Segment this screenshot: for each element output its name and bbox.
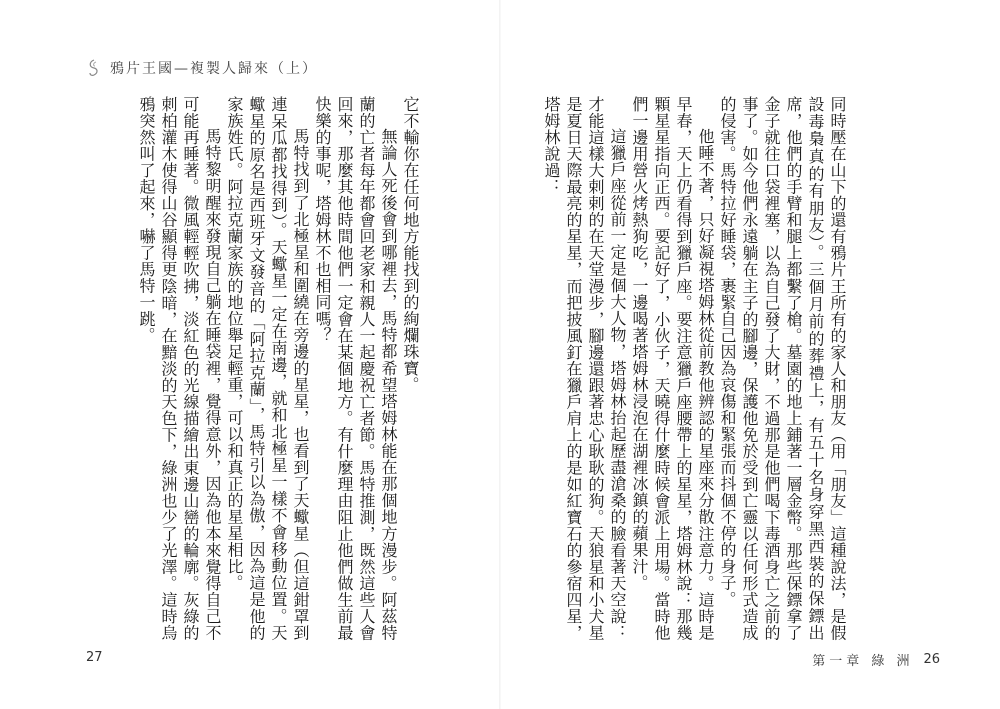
paragraph: 馬特黎明醒來發現自己躺在睡袋裡，覺得意外，因為他本來覺得自己不可能再睡著。微風輕輕吹拂，淡紅色的光線描繪出東邊山巒的輪廓。灰綠的刺柏灌木使得山谷顯得更陰暗，在黯淡的天色下，綠洲也少了光澤。這時烏鴉突然叫了起來，嚇了馬特一跳。	[137, 96, 222, 641]
paragraph: 馬特找到了北極星和圍繞在旁邊的星星，也看到了天蠍星（但這鉗罩到連呆瓜都找得到）。天蠍星一定在南邊，就和北極星一樣不會移動位置。天蠍星的原名是西班牙文發音的「阿拉克蘭」，馬特引以為傲，因為這是他的家族姓氏。阿拉克蘭家族的地位舉足輕重，可以和真正的星星相比。	[225, 96, 310, 641]
right-page-text	[476, 96, 848, 641]
paragraph: 它不輸你在任何地方能找到的絢爛珠寶。	[401, 96, 420, 393]
paragraph: 這獵戶座從前一定是個大人物，塔姆林抬起歷盡滄桑的臉看著天空說：才能這樣大剌剌的在天堂漫步，腳邊還跟著忠心耿耿的狗。天狼星和小犬星是夏日天際最亮的星星，而把披風釘在獵戶肩上的是如紅寶石的參宿四星，塔姆林說過：	[542, 96, 627, 641]
left-page-number: 27	[86, 650, 103, 665]
paragraph: 同時壓在山下的還有鴉片王所有的家人和朋友（用「朋友」這種說法，是假設毒梟真的有朋友）。三個月前的葬禮上，有五十名身穿黑西裝的保鏢出席，他們的手臂和腿上都繫了槍。墓園的地上鋪著一層金幣。那些保鏢拿了金子就往口袋裡塞，以為自己發了大財，不過那是他們喝下毒酒身亡之前的事了。如今他們永遠躺在主子的腳邊，保護他免於受到亡靈以任何形式造成的侵害。馬特拉好睡袋，裹緊自己因為哀傷和緊張而抖個不停的身子。	[718, 96, 847, 641]
right-folio	[812, 650, 940, 669]
paragraph: 無論人死後會到哪裡去，馬特都希望塔姆林能在那個地方漫步。阿茲特蘭的亡者每年都會回老家和親人一起慶祝亡者節。馬特推測，既然這些人會回來，那麼其他時間他們一定會在某個地方。有什麼理由阻止他們做生前最快樂的事呢，塔姆林不也相同嗎？	[313, 96, 398, 641]
left-page-text	[86, 96, 421, 641]
paragraph: 他睡不著，只好凝視塔姆林從前教他辨認的星座來分散注意力。這時是早春，天上仍看得到獵戶座。要注意獵戶座腰帶上的星星，塔姆林說：那幾顆星星指向正西。要記好了，小伙子，天曉得什麼時候會派上用場。當時他們一邊用營火烤熱狗吃，一邊喝著塔姆林浸泡在湖裡冰鎮的蘋果汁。	[630, 96, 715, 641]
running-header	[86, 58, 318, 78]
right-page-number: 26	[923, 652, 940, 667]
book-title: 鴉片王國—複製人歸來（上）	[110, 61, 318, 77]
swirl-logo-icon	[86, 58, 102, 78]
chapter-title: 第一章 綠 洲	[812, 654, 914, 669]
